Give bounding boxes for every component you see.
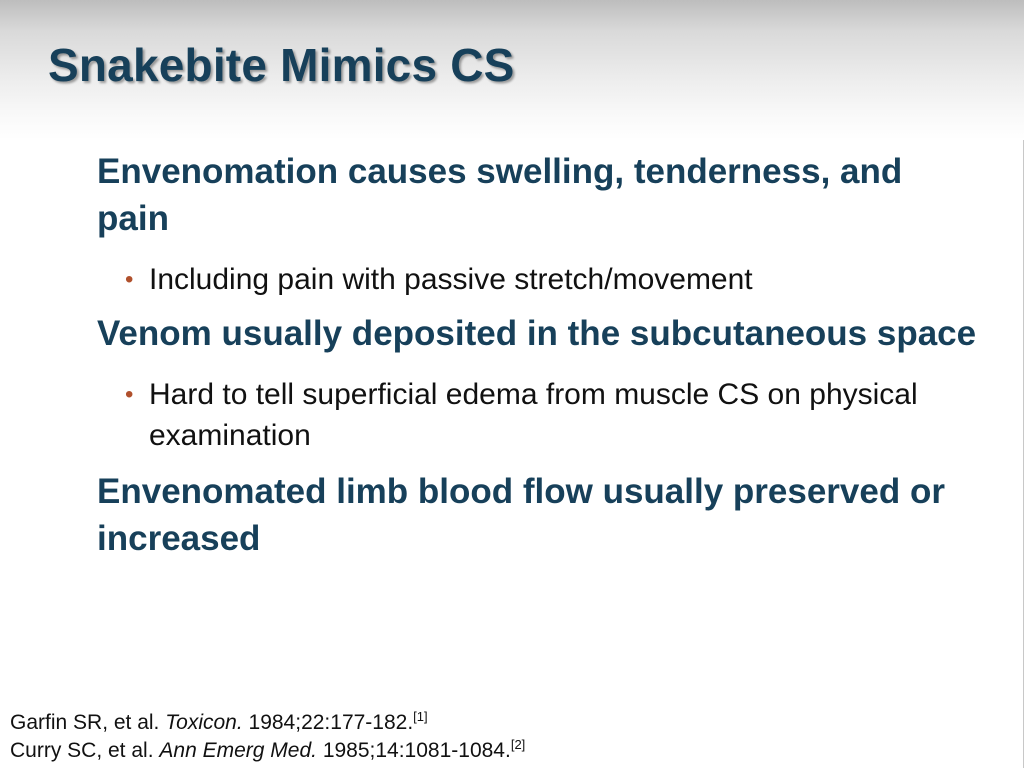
reference-authors: Curry SC, et al. xyxy=(10,739,154,762)
reference-authors: Garfin SR, et al. xyxy=(10,711,160,734)
main-point: Envenomation causes swelling, tenderness, and pain xyxy=(97,152,903,238)
reference-citation: 1984;22:177-182. xyxy=(248,711,414,734)
reference-journal: Toxicon. xyxy=(165,711,243,734)
bullet-icon: • xyxy=(125,266,134,293)
sub-point xyxy=(97,374,977,456)
sub-point-text: Including pain with passive stretch/movement xyxy=(149,263,753,296)
references xyxy=(10,709,525,765)
slide-body xyxy=(97,148,977,562)
reference-line xyxy=(10,737,525,765)
reference-mark: [1] xyxy=(413,709,428,724)
main-point: Envenomated limb blood flow usually preserved or increased xyxy=(97,472,945,558)
sub-point-text: Hard to tell superficial edema from muscle CS on physical examination xyxy=(149,378,918,452)
slide-title: Snakebite Mimics CS xyxy=(48,39,515,91)
bullet-icon: • xyxy=(125,381,134,408)
sub-point xyxy=(97,259,977,300)
main-point: Venom usually deposited in the subcutaneous space xyxy=(97,314,977,353)
reference-citation: 1985;14:1081-1084. xyxy=(322,739,511,762)
reference-mark: [2] xyxy=(510,737,526,752)
reference-line xyxy=(10,709,525,737)
reference-journal: Ann Emerg Med. xyxy=(159,739,317,762)
